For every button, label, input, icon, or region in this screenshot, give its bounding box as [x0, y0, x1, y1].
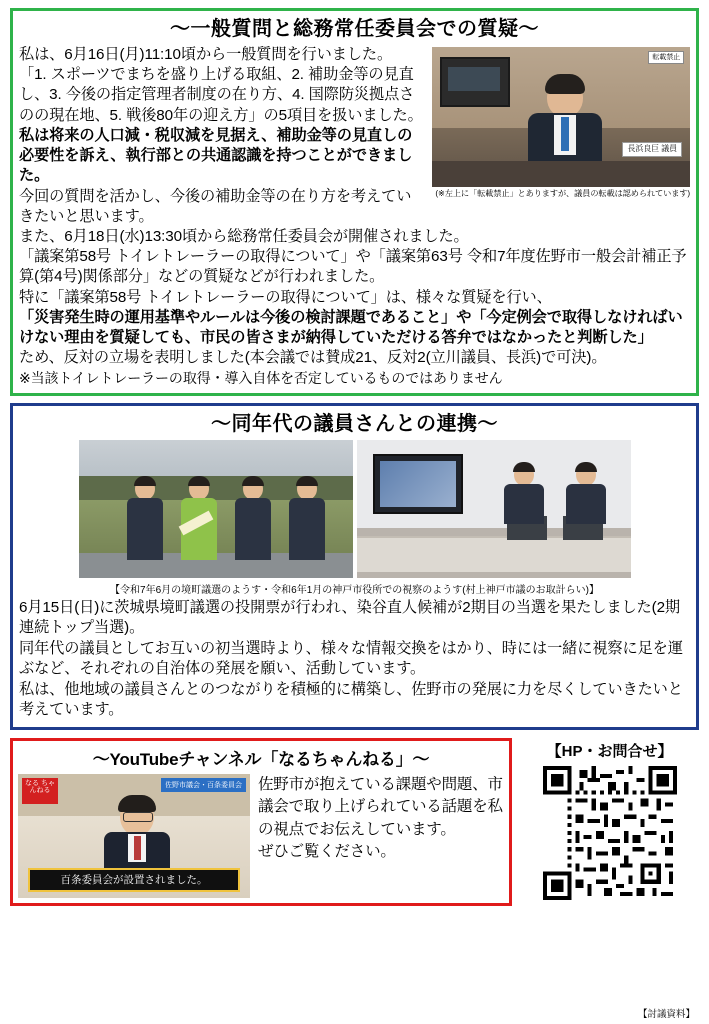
photo-desk	[432, 161, 690, 187]
section2-paragraph-2: 同年代の議員としてお互いの初当選時より、様々な情報交換をはかり、時には一緒に視察に足を運ぶなど、それぞれの自治体の発展を願い、活動しています。	[19, 639, 683, 678]
section2-title: 〜同年代の議員さんとの連携〜	[211, 412, 498, 435]
section-general-question	[10, 8, 699, 396]
section1-bold-quote: 「災害発生時の運用基準やルールは今後の検討課題であること」や「今定例会で取得しなければいけない理由を質疑しても、市民の皆さまが納得していただける答弁ではなかったと判断した」	[19, 308, 683, 347]
thumb-lower-third: 百条委員会が設置されました。	[28, 868, 240, 892]
footer-note: 【討議資料】	[637, 1009, 695, 1020]
qr-code[interactable]	[543, 766, 677, 900]
section-youtube	[10, 738, 512, 906]
photo-seated-person-2	[563, 464, 609, 522]
section2-paragraph-1: 6月15日(日)に茨城県境町議選の投開票が行われ、染谷直人候補が2期目の当選を果たしました(2期連続トップ当選)。	[19, 598, 681, 637]
bottom-row	[10, 738, 699, 906]
photo-person-tie	[561, 117, 569, 151]
glasses-icon	[123, 812, 153, 822]
section1-title: 〜一般質問と総務常任委員会での質疑〜	[170, 18, 539, 40]
youtube-thumbnail[interactable]	[18, 774, 250, 898]
photo-name-plate: 長浜良巨 議員	[622, 142, 682, 157]
photo-person-1	[123, 478, 167, 564]
section1-bold-paragraph: 私は将来の人口減・税収減を見据え、補助金等の見直しの必要性を訴え、執行部との共通認識を持つことができました。	[19, 126, 413, 185]
section1-paragraph-3: また、6月18日(水)13:30頃から総務常任委員会が開催されました。	[19, 227, 469, 245]
section-cooperation	[10, 403, 699, 730]
photo-table	[357, 536, 631, 572]
photo-person-hair	[545, 74, 585, 94]
youtube-title: 〜YouTubeチャンネル「なるちゃんねる」〜	[92, 749, 430, 769]
youtube-content	[18, 774, 504, 898]
section1-paragraph-2: 「1. スポーツでまちを盛り上げる取組、2. 補助金等の見直し、3. 今後の指定管理者制度の在り方、4. 国際防災拠点さのの現在地、5. 戦後80年の迎え方」の5項目を扱いました。	[19, 66, 423, 124]
section1-paragraph-4: 「議案第58号 トイレトレーラーの取得について」や「議案第63号 令和7年度佐野市一般会計補正予算(第4号)関係部分」などの質疑などが行われました。	[19, 248, 687, 286]
youtube-description-line-1: 佐野市が抱えている課題や問題、市議会で取り上げられている話題を私の視点でお伝えしています。	[258, 775, 503, 838]
youtube-description	[258, 774, 504, 898]
election-photo	[79, 440, 353, 578]
section2-photos	[19, 440, 690, 578]
photo-reprint-badge: 転載禁止	[648, 51, 684, 64]
photo-caption: (※左上に「転載禁止」とありますが、議員の転載は認められています)	[435, 189, 690, 198]
section1-body	[19, 45, 690, 387]
inspection-photo	[357, 440, 631, 578]
qr-code-icon	[543, 766, 677, 900]
section2-paragraph-3: 私は、他地域の議員さんとのつながりを積極的に構築し、佐野市の発展に力を尽くしていきたいと考えています。	[19, 680, 683, 719]
section1-paragraph-1: 私は、6月16日(月)11:10頃から一般質問を行いました。	[19, 46, 393, 63]
section2-photo-caption: 【令和7年6月の境町議選のようす・令和6年1月の神戸市役所での視察のようす(村上神戸市議のお取計らい)】	[110, 584, 599, 596]
hp-contact-block	[520, 738, 699, 906]
photo-person-3	[231, 478, 275, 564]
section1-paragraph-5: 特に「議案第58号 トイレトレーラーの取得について」は、様々な質疑を行い、	[19, 288, 552, 306]
photo-person-4	[285, 478, 329, 564]
section1-footnote: ※当該トイレトレーラーの取得・導入自体を否定しているものではありません	[19, 369, 503, 386]
thumb-tag-label: 佐野市議会・百条委員会	[161, 778, 246, 792]
photo-monitor	[440, 57, 510, 107]
section2-body	[19, 598, 690, 721]
photo-seated-person-1	[501, 464, 547, 522]
thumb-person	[104, 798, 170, 878]
photo-presentation-screen	[373, 454, 463, 514]
section1-tail: ため、反対の立場を表明しました(本会議では賛成21、反対2(立川議員、長浜)で可決)。	[19, 349, 607, 367]
youtube-channel-logo: なる ちゃんねる	[22, 778, 58, 804]
hp-title: 【HP・お問合せ】	[546, 742, 673, 760]
section1-paragraph-after-bold: 今回の質問を活かし、今後の補助金等の在り方を考えていきたいと思います。	[19, 187, 412, 225]
youtube-description-line-2: ぜひご覧ください。	[258, 843, 396, 861]
committee-photo-block	[432, 47, 690, 199]
committee-photo	[432, 47, 690, 187]
